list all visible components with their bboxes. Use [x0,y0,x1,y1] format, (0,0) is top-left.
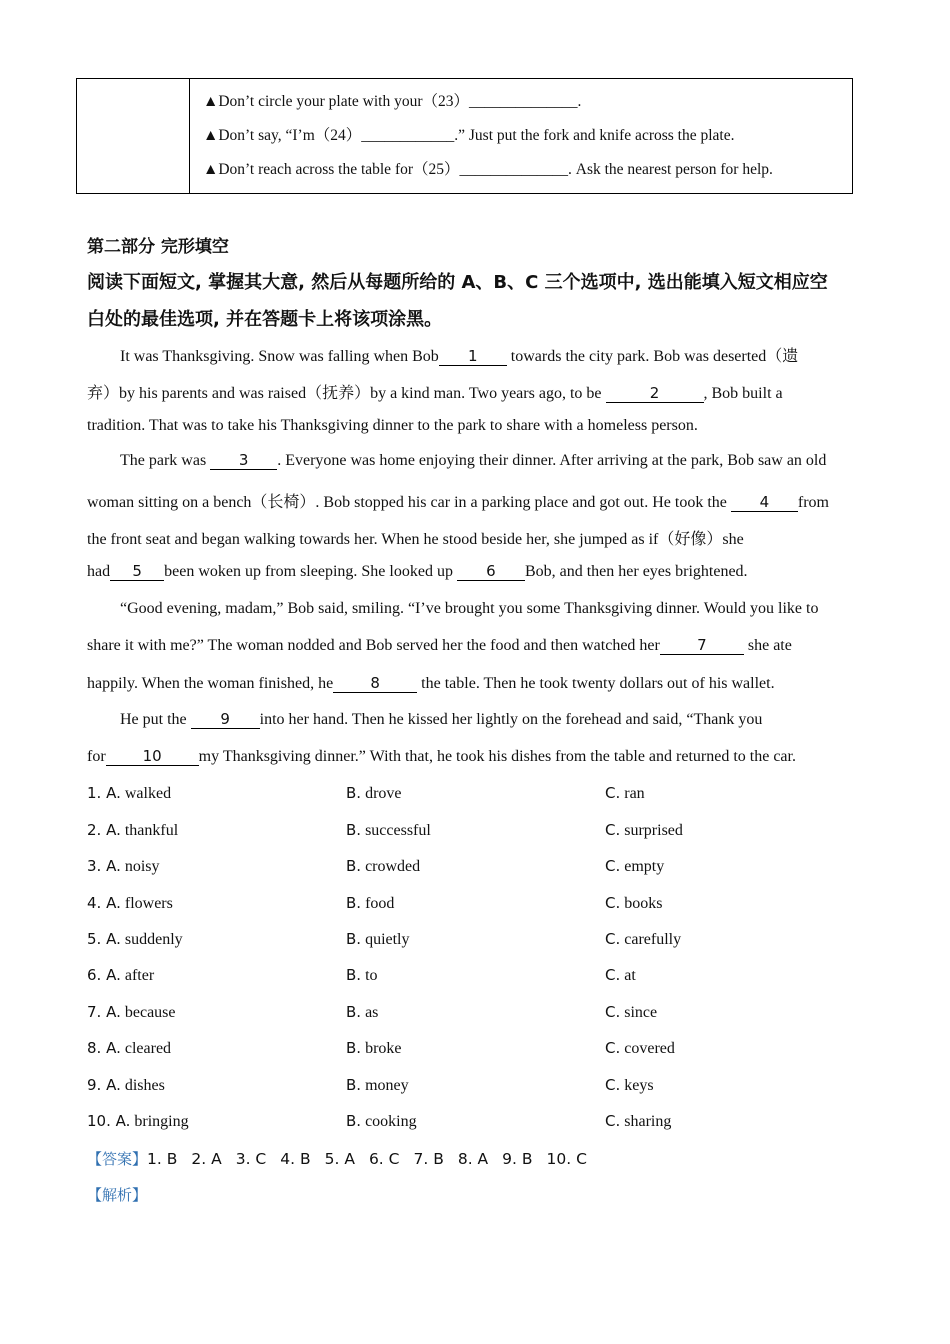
question-5-option-c: C. carefully [605,930,682,948]
question-7-option-a: 7. A. because [87,1003,176,1021]
question-8-option-c: C. covered [605,1039,675,1057]
question-3-option-a: 3. A. noisy [87,857,160,875]
question-9-option-a: 9. A. dishes [87,1076,165,1094]
table-column-divider [189,79,190,193]
answer-list: 1. B 2. A 3. C 4. B 5. A 6. C 7. B 8. A 9. B 10. C [147,1150,587,1168]
question-3-option-c: C. empty [605,857,665,875]
section-title: 第二部分 完形填空 [87,237,229,257]
passage-line: “Good evening, madam,” Bob said, smiling. “I’ve brought you some Thanksgiving dinner. Would you like to [120,600,819,617]
blank-5: 5 [110,563,164,581]
blank-6: 6 [457,563,525,581]
question-8-option-b: B. broke [346,1039,402,1057]
question-1-option-b: B. drove [346,784,402,802]
blank-8: 8 [333,675,417,693]
section-instruction-line-2: 白处的最佳选项, 并在答题卡上将该项涂黑。 [87,309,443,330]
question-6-option-b: B. to [346,966,378,984]
question-4-option-c: C. books [605,894,663,912]
passage-line: share it with me?” The woman nodded and Bob served her the food and then watched her 7 she ate [87,636,792,654]
table-row-24: ▲Don’t say, “I’m（24）____________.” Just put the fork and knife across the plate. [203,127,735,144]
table-row-25: ▲Don’t reach across the table for（25）______________. Ask the nearest person for help. [203,161,773,178]
question-8-option-a: 8. A. cleared [87,1039,172,1057]
passage-line: He put the 9 into her hand. Then he kissed her lightly on the forehead and said, “Thank you [120,710,763,728]
section-instruction-line-1: 阅读下面短文, 掌握其大意, 然后从每题所给的 A、B、C 三个选项中, 选出能填入短文相应空 [87,272,828,293]
blank-10: 10 [106,748,199,766]
question-5-option-a: 5. A. suddenly [87,930,183,948]
question-4-option-a: 4. A. flowers [87,894,173,912]
explanation-tag: 【解析】 [87,1186,148,1204]
blank-1: 1 [439,348,507,366]
table-row-23: ▲Don’t circle your plate with your（23）______________. [203,93,582,110]
question-4-option-b: B. food [346,894,395,912]
question-2-option-a: 2. A. thankful [87,821,179,839]
question-10-option-c: C. sharing [605,1112,672,1130]
passage-line: It was Thanksgiving. Snow was falling when Bob 1 towards the city park. Bob was deserted（遗 [120,347,799,365]
question-1-option-a: 1. A. walked [87,784,172,802]
question-6-option-c: C. at [605,966,636,984]
question-2-option-c: C. surprised [605,821,683,839]
passage-line: tradition. That was to take his Thanksgiving dinner to the park to share with a homeless person. [87,417,698,434]
question-6-option-a: 6. A. after [87,966,155,984]
question-1-option-c: C. ran [605,784,645,802]
question-10-option-b: B. cooking [346,1112,417,1130]
passage-line: had 5 been woken up from sleeping. She looked up 6 Bob, and then her eyes brightened. [87,562,748,580]
answer-line [87,1148,601,1169]
passage-line: 弃）by his parents and was raised（抚养）by a kind man. Two years ago, to be 2 , Bob built a [87,384,783,402]
blank-2: 2 [606,385,704,403]
blank-9: 9 [191,711,260,729]
answer-blank: ____________ [361,127,455,144]
question-10-option-a: 10. A. bringing [87,1112,189,1130]
blank-4: 4 [731,494,798,512]
passage-line: The park was 3 . Everyone was home enjoying their dinner. After arriving at the park, Bob saw an old [120,451,827,469]
question-7-option-c: C. since [605,1003,658,1021]
question-9-option-b: B. money [346,1076,409,1094]
blank-3: 3 [210,452,277,470]
question-9-option-c: C. keys [605,1076,654,1094]
answer-blank: ______________ [459,161,569,178]
answer-blank: ______________ [469,93,578,110]
question-3-option-b: B. crowded [346,857,421,875]
question-5-option-b: B. quietly [346,930,410,948]
rules-table [76,78,853,194]
passage-line: woman sitting on a bench（长椅）. Bob stopped his car in a parking place and got out. He took the 4 from [87,493,829,511]
question-2-option-b: B. successful [346,821,431,839]
question-7-option-b: B. as [346,1003,379,1021]
passage-line: the front seat and began walking towards her. When he stood beside her, she jumped as if（好像）she [87,531,744,548]
passage-line: happily. When the woman finished, he 8 the table. Then he took twenty dollars out of his wallet. [87,674,775,692]
answer-tag: 【答案】 [87,1150,148,1168]
blank-7: 7 [660,637,744,655]
passage-line: for 10 my Thanksgiving dinner.” With that, he took his dishes from the table and returned to the car. [87,747,796,765]
